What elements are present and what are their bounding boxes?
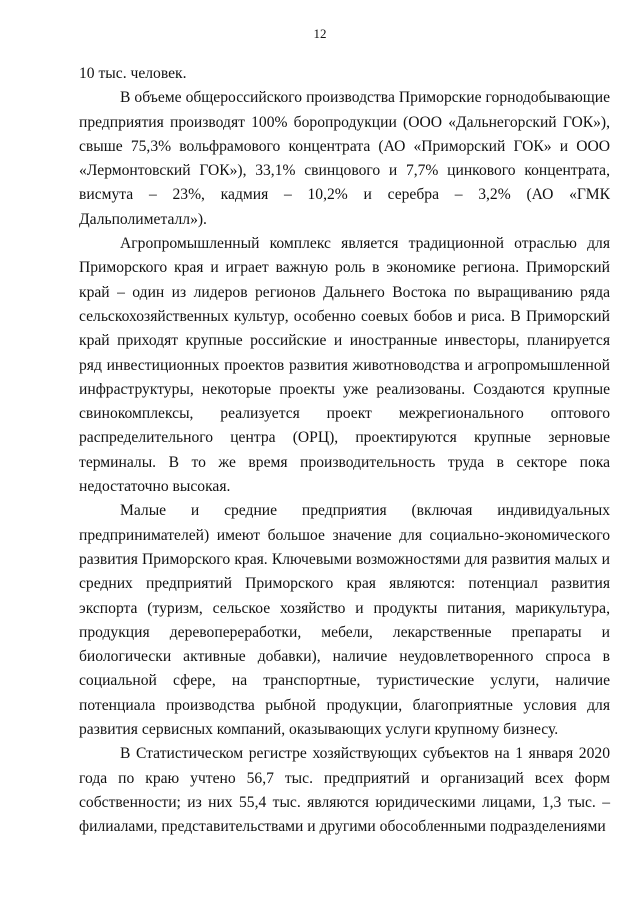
paragraph-small-business: Малые и средние предприятия (включая индивидуальных предпринимателей) имеют большое значение для социально-экономического развития Приморского края. Ключевыми возможностями для развития малых и средних предприятий Приморского края являются: потенциал развития экспорта (туризм, сельское хозяйство и продукты питания, марикультура, продукция деревопереработки, мебели, лекарственные препараты и биологически активные добавки), наличие неудовлетворенного спроса в социальной сфере, на транспортные, туристические услуги, наличие потенциала производства рыбной продукции, благоприятные условия для развития сервисных компаний, оказывающих услуги крупному бизнесу.: [79, 502, 610, 739]
document-body: [79, 62, 610, 840]
page-number: 12: [313, 26, 327, 41]
paragraph-mining: В объеме общероссийского производства Приморские горнодобывающие предприятия производят 100% боропродукции (ООО «Дальнегорский ГОК»), свыше 75,3% вольфрамового концентрата (АО «Приморский ГОК» и ООО «Лермонтовский ГОК»), 33,1% свинцового и 7,7% цинкового концентрата, висмута – 23%, кадмия – 10,2% и серебра – 3,2% (АО «ГМК Дальполиметалл»).: [79, 89, 610, 228]
paragraph-continuation: 10 тыс. человек.: [79, 65, 187, 82]
paragraph-statistics: В Статистическом регистре хозяйствующих субъектов на 1 января 2020 года по краю учтено 56,7 тыс. предприятий и организаций всех форм собственности; из них 55,4 тыс. являются юридическими лицами, 1,3 тыс. – филиалами, представительствами и другими обособленными подразделениями: [79, 745, 610, 836]
paragraph-agro: Агропромышленный комплекс является традиционной отраслью для Приморского края и играет важную роль в экономике региона. Приморский край – один из лидеров регионов Дальнего Востока по выращиванию ряда сельскохозяйственных культур, особенно соевых бобов и риса. В Приморский край приходят крупные российские и иностранные инвесторы, планируется ряд инвестиционных проектов развития животноводства и агропромышленной инфраструктуры, некоторые проекты уже реализованы. Создаются крупные свинокомплексы, реализуется проект межрегионального оптового распределительного центра (ОРЦ), проектируются крупные зерновые терминалы. В то же время производительность труда в секторе пока недостаточно высокая.: [79, 235, 610, 496]
